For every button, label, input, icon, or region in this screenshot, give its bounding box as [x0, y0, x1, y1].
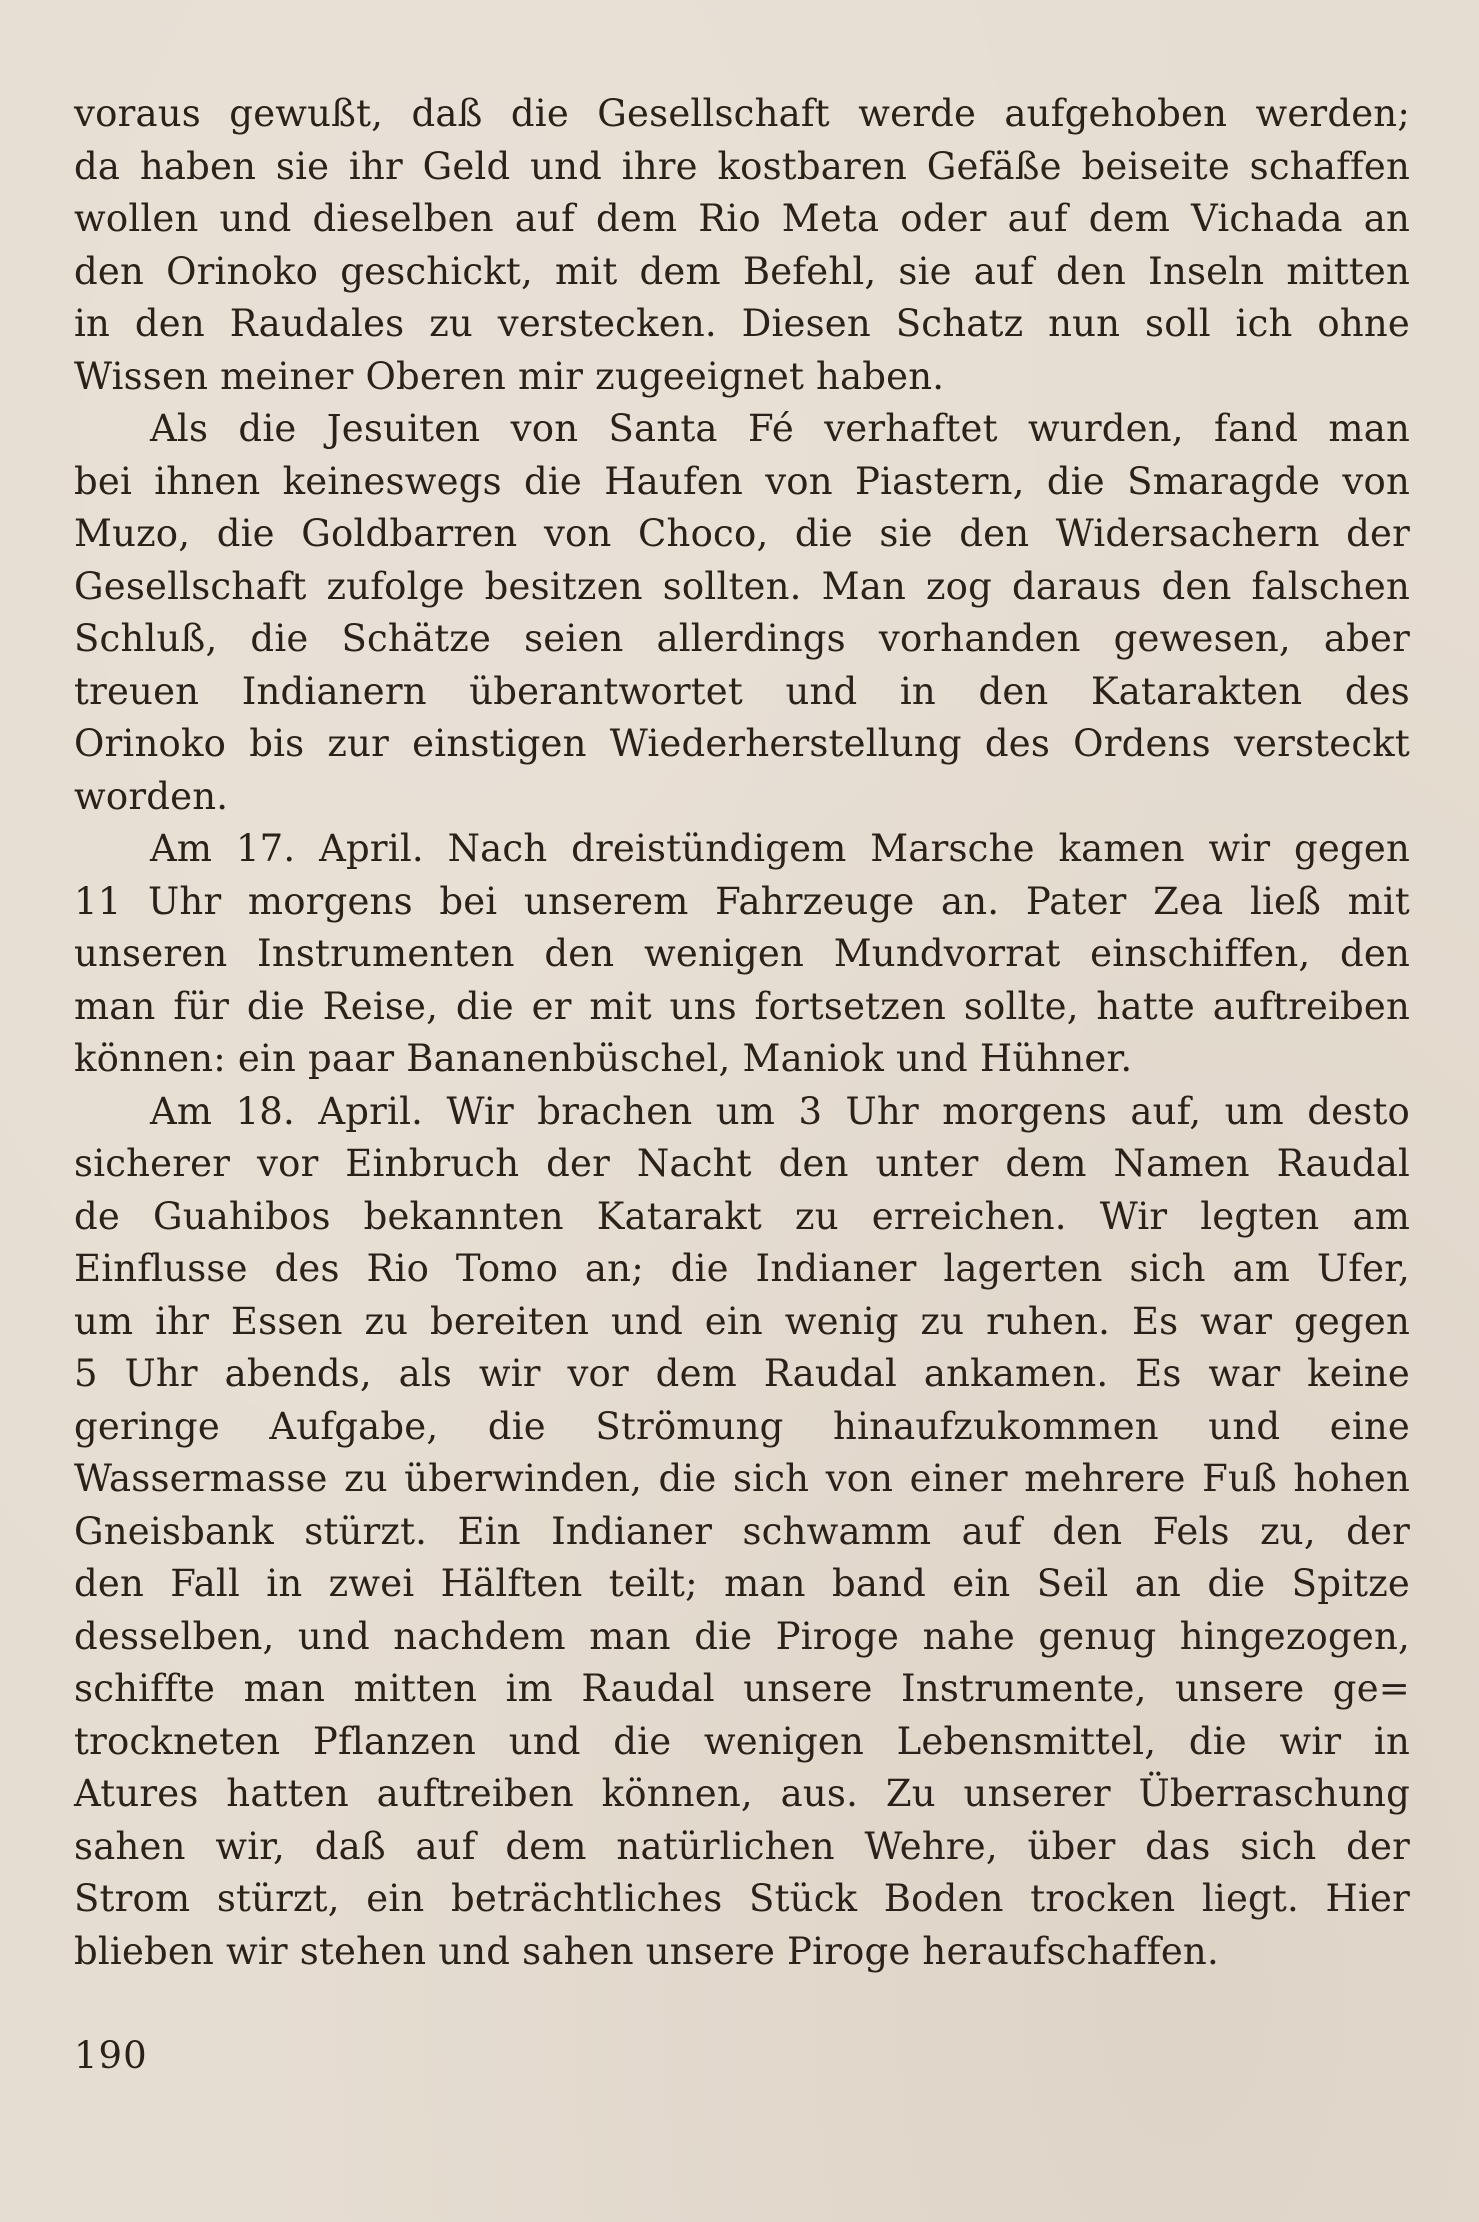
text-line: Orinoko bis zur einstigen Wiederherstellung des Ordens versteckt [74, 722, 1410, 765]
text-line: unseren Instrumenten den wenigen Mundvorrat einschiffen, den [74, 932, 1410, 975]
text-line: da haben sie ihr Geld und ihre kostbaren Gefäße beiseite schaffen [74, 144, 1410, 188]
paragraph-4 [74, 1086, 1410, 1979]
text-line: sicherer vor Einbruch der Nacht den unter dem Namen Raudal [74, 1142, 1410, 1185]
text-line: Am 17. April. Nach dreistündigem Marsche kamen wir gegen [150, 827, 1410, 870]
text-line: schiffte man mitten im Raudal unsere Instrumente, unsere ge= [74, 1667, 1410, 1710]
text-line: bei ihnen keineswegs die Haufen von Piastern, die Smaragde von [74, 459, 1410, 503]
text-line: in den Raudales zu verstecken. Diesen Schatz nun soll ich ohne [74, 302, 1410, 345]
text-line: desselben, und nachdem man die Piroge nahe genug hingezogen, [74, 1614, 1410, 1658]
paragraph-3 [74, 823, 1410, 1086]
paragraph-1 [74, 88, 1410, 403]
text-line: Schluß, die Schätze seien allerdings vorhanden gewesen, aber [74, 617, 1410, 660]
text-line: Wassermasse zu überwinden, die sich von einer mehrere Fuß hohen [74, 1457, 1410, 1500]
text-line: den Fall in zwei Hälften teilt; man band ein Seil an die Spitze [74, 1562, 1410, 1605]
text-line: worden. [74, 774, 229, 818]
text-line: Als die Jesuiten von Santa Fé verhaftet wurden, fand man [150, 407, 1410, 450]
text-line: voraus gewußt, daß die Gesellschaft werde aufgehoben werden; [74, 92, 1410, 135]
text-line: 5 Uhr abends, als wir vor dem Raudal ankamen. Es war keine [74, 1352, 1410, 1395]
paragraph-2 [74, 403, 1410, 823]
text-line: 11 Uhr morgens bei unserem Fahrzeuge an. Pater Zea ließ mit [74, 879, 1410, 923]
text-line: Am 18. April. Wir brachen um 3 Uhr morgens auf, um desto [150, 1089, 1410, 1133]
text-line: wollen und dieselben auf dem Rio Meta oder auf dem Vichada an [74, 197, 1410, 240]
text-line: Gneisbank stürzt. Ein Indianer schwamm auf den Fels zu, der [74, 1509, 1410, 1553]
text-line: Strom stürzt, ein beträchtliches Stück Boden trocken liegt. Hier [74, 1877, 1410, 1920]
body-text [74, 88, 1410, 1978]
text-line: blieben wir stehen und sahen unsere Piroge heraufschaffen. [74, 1929, 1219, 1973]
text-line: den Orinoko geschickt, mit dem Befehl, sie auf den Inseln mitten [74, 249, 1410, 293]
text-line: treuen Indianern überantwortet und in den Katarakten des [74, 669, 1410, 713]
text-line: Atures hatten auftreiben können, aus. Zu unserer Überraschung [74, 1772, 1410, 1815]
text-line: Wissen meiner Oberen mir zugeeignet haben. [74, 354, 945, 398]
text-line: man für die Reise, die er mit uns fortsetzen sollte, hatte auftreiben [74, 984, 1410, 1028]
text-line: können: ein paar Bananenbüschel, Maniok und Hühner. [74, 1037, 1133, 1080]
text-line: sahen wir, daß auf dem natürlichen Wehre, über das sich der [74, 1824, 1410, 1868]
text-line: de Guahibos bekannten Katarakt zu erreichen. Wir legten am [74, 1194, 1410, 1238]
text-line: um ihr Essen zu bereiten und ein wenig zu ruhen. Es war gegen [74, 1299, 1410, 1343]
text-line: Einflusse des Rio Tomo an; die Indianer lagerten sich am Ufer, [74, 1247, 1410, 1290]
text-line: Gesellschaft zufolge besitzen sollten. Man zog daraus den falschen [74, 564, 1410, 608]
text-line: trockneten Pflanzen und die wenigen Lebensmittel, die wir in [74, 1719, 1410, 1763]
page-number: 190 [74, 2034, 148, 2077]
text-line: Muzo, die Goldbarren von Choco, die sie den Widersachern der [74, 512, 1410, 555]
text-line: geringe Aufgabe, die Strömung hinaufzukommen und eine [74, 1404, 1410, 1448]
